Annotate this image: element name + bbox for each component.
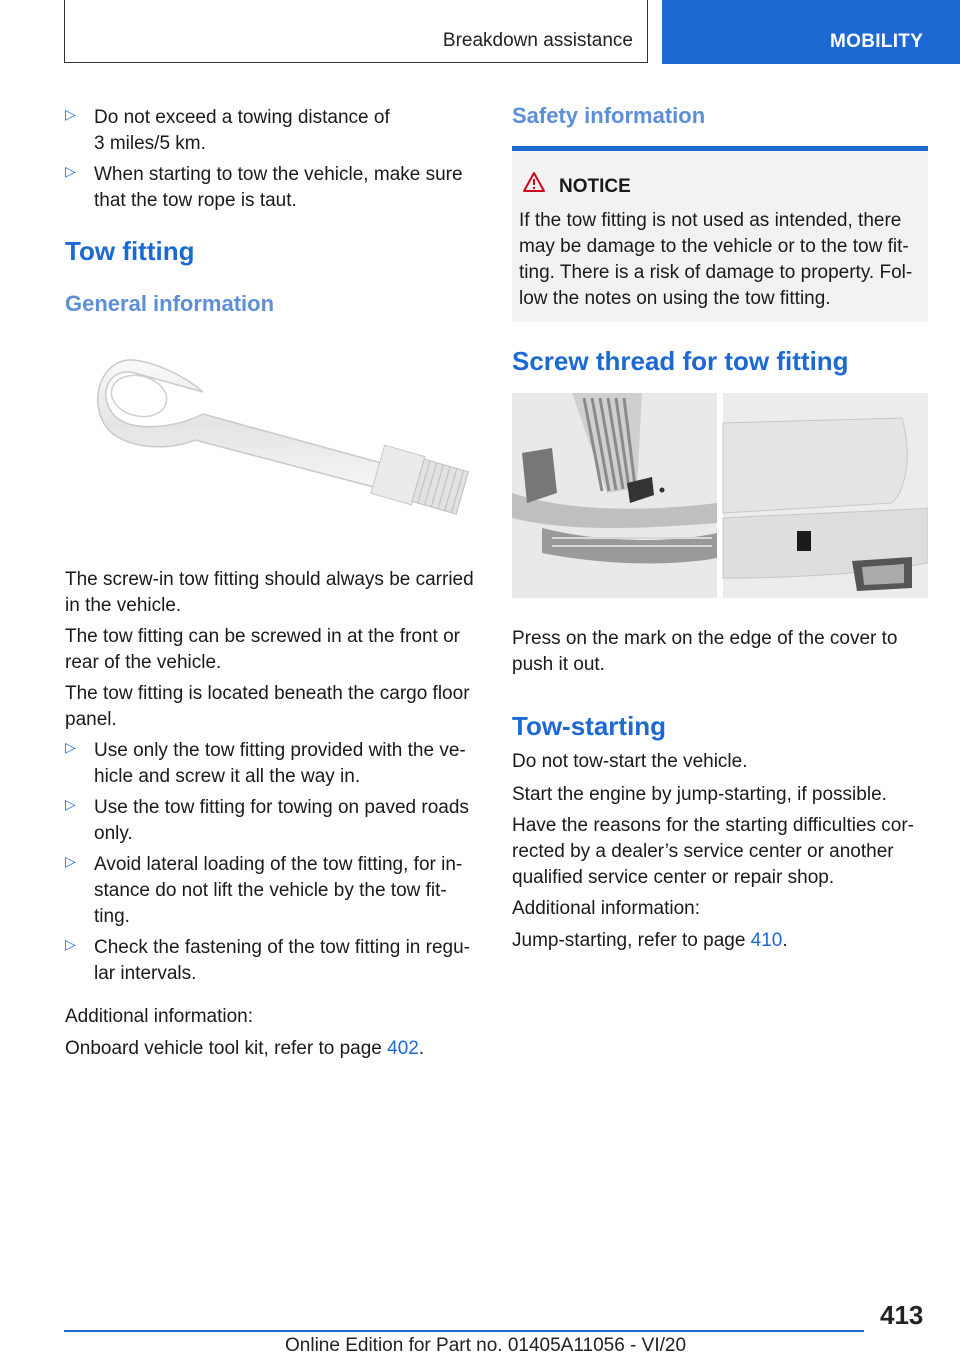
subheading-general-information: General information <box>65 291 275 316</box>
bullet-triangle-icon: ▷ <box>65 853 76 869</box>
list-item <box>65 935 480 987</box>
additional-info-label: Additional information: <box>65 1006 253 1027</box>
cross-reference-text: Onboard vehicle tool kit, refer to page <box>65 1038 388 1059</box>
list-item-text: When starting to tow the vehicle, make sure that the tow rope is taut. <box>94 164 463 211</box>
heading-screw-thread: Screw thread for tow fitting <box>512 346 849 376</box>
list-item-text: Avoid lateral loading of the tow fitting, for in- stance do not lift the vehicle by the tow fit- ting. <box>94 854 463 927</box>
paragraph: Do not tow-start the vehicle. <box>512 751 748 772</box>
notice-box <box>512 146 928 322</box>
tow-fitting-illustration <box>95 352 475 532</box>
header-chapter-title: MOBILITY <box>830 31 924 52</box>
warning-triangle-icon <box>522 171 546 193</box>
paragraph: The tow fitting can be screwed in at the front or rear of the vehicle. <box>65 626 460 673</box>
heading-tow-fitting: Tow fitting <box>65 236 195 266</box>
additional-info-label: Additional information: <box>512 898 700 919</box>
list-item-text: Check the fastening of the tow fitting in regu- lar intervals. <box>94 937 470 984</box>
page-link[interactable]: 402 <box>387 1038 419 1059</box>
paragraph: Start the engine by jump-starting, if possible. <box>512 784 887 805</box>
footer-divider <box>64 1330 864 1332</box>
cross-reference-end: . <box>418 1038 425 1059</box>
bullet-triangle-icon: ▷ <box>65 739 76 755</box>
notice-text: If the tow fitting is not used as intended, there may be damage to the vehicle or to the tow fit- ting. There is a risk of damage to property. Fol- low the notes on using the tow fitting. <box>519 210 913 309</box>
cross-reference-text: Jump-starting, refer to page <box>512 930 751 951</box>
list-item <box>65 105 480 157</box>
list-item-text: Do not exceed a towing distance of 3 miles/5 km. <box>94 107 390 154</box>
list-item <box>65 162 480 214</box>
bumper-cover-photo <box>512 393 928 598</box>
list-item-text: Use the tow fitting for towing on paved roads only. <box>94 797 469 844</box>
bullet-triangle-icon: ▷ <box>65 796 76 812</box>
page-number: 413 <box>880 1300 924 1330</box>
header-chapter-tab <box>662 0 960 64</box>
paragraph: Press on the mark on the edge of the cover to push it out. <box>512 628 898 675</box>
cross-reference-end: . <box>782 930 788 951</box>
bullet-triangle-icon: ▷ <box>65 106 76 122</box>
paragraph: Have the reasons for the starting difficulties cor- rected by a dealer’s service center or another qualified service center or repair shop. <box>512 815 915 888</box>
header-section-box <box>64 0 648 63</box>
bullet-triangle-icon: ▷ <box>65 163 76 179</box>
list-item <box>65 738 480 790</box>
heading-tow-starting: Tow-starting <box>512 711 667 741</box>
notice-label: NOTICE <box>559 176 631 197</box>
footer-edition: Online Edition for Part no. 01405A11056 - VI/20 <box>285 1335 687 1356</box>
cross-reference <box>65 1036 424 1062</box>
list-item <box>65 795 480 847</box>
paragraph: The screw-in tow fitting should always be carried in the vehicle. <box>65 569 474 616</box>
paragraph: The tow fitting is located beneath the cargo floor panel. <box>65 683 470 730</box>
list-item-text: Use only the tow fitting provided with the ve- hicle and screw it all the way in. <box>94 740 466 787</box>
list-item <box>65 852 480 930</box>
page-link[interactable]: 410 <box>750 930 783 951</box>
bullet-triangle-icon: ▷ <box>65 936 76 952</box>
header-section-title: Breakdown assistance <box>442 30 633 51</box>
cross-reference <box>512 928 788 954</box>
heading-safety-information: Safety information <box>512 103 706 128</box>
